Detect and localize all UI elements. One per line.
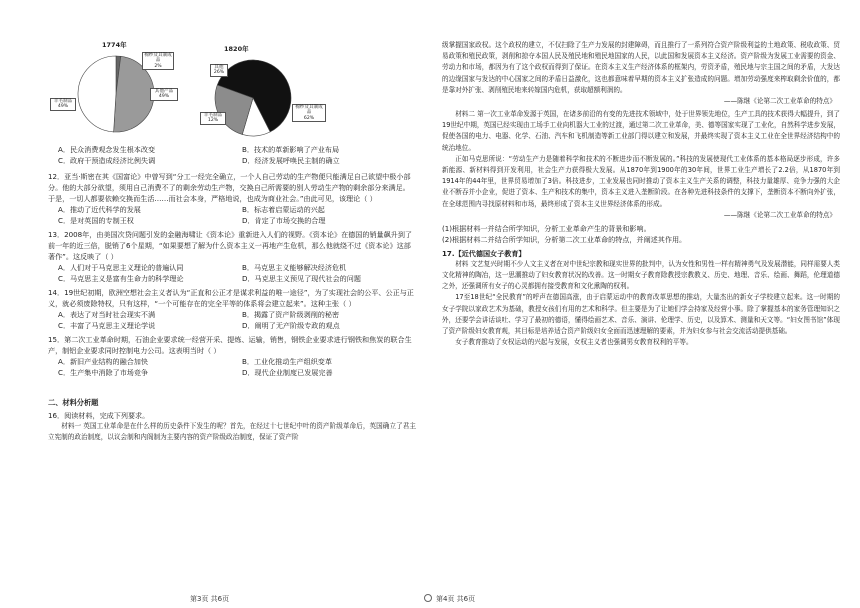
q17-material-3: 女子教育推动了女权运动的兴起与发展，女权主义者也强调男女教育权利的平等。	[455, 338, 693, 347]
q13-option-b: B．马克思主义能够解决经济危机	[242, 263, 347, 272]
q14-option-c: C．丰富了马克思主义理论学说	[58, 321, 156, 330]
q12-option-c: C．是对英国的专制王权	[58, 216, 134, 225]
q17-head: 17.【近代德国女子教育】	[442, 248, 526, 258]
q12-stem: 12．亚当·斯密在其《国富论》中曾写到“分工一经完全确立，一个人自己劳动的生产物便只能满足自己欲望中极小部分。他的大部分欲望，须用自己消费不了的剩余劳动生产物，交换自己所需要的别人劳动生产物的剩余部分来满足。于是，一切人都要依赖交换而生活……而社会本身，严格地说，也成为商业社会。”由此可见，该理论（ ）	[48, 172, 411, 203]
q16-material1-part1: 材料一 英国工业革命是在什么样的历史条件下发生的呢？首先，在经过十七世纪中叶的资产阶级革命后，英国确立了君主立宪制的政治制度，以议会制和内阁制为主要内容的资产阶级政治制度，保证了资产阶	[48, 422, 416, 442]
q13-option-c: C．马克思主义是富有生命力的科学理论	[58, 274, 184, 283]
label-1774-other: 其他产品 49%	[150, 88, 178, 101]
q14-option-b: B．揭露了资产阶级剥削的秘密	[242, 310, 340, 319]
q12-options-row2	[48, 215, 416, 226]
q12-options-row1	[48, 204, 416, 215]
q15-option-a: A．新旧产业结构的融合加快	[58, 357, 148, 366]
q14-stem: 14．19世纪初期，欧洲空想社会主义者认为“正直和公正才是谋求利益的唯一途径”，为了实现社会的公平、公正与正义，就必须废除特权，只有这样，“一个可能存在的完全平等的体系将会建立起来”。这种主张（ ）	[48, 288, 414, 308]
footer-page-right: 第4页 共6页	[436, 595, 476, 603]
q13-option-a: A．人们对于马克思主义理论的普遍认同	[58, 263, 184, 272]
q15-options-row2	[48, 367, 416, 378]
q15-option-d: D．现代企业制度已发展完善	[242, 368, 333, 377]
q15-options-row1	[48, 356, 416, 367]
q14-option-d: D．阐明了无产阶级专政的观点	[242, 321, 340, 330]
q15-stem: 15．第二次工业革命时期，石油企业要求统一经营开采、提炼、运输，销售，钢铁企业要求进行钢铁和焦炭的联合生产，制铝企业要求同时控制电力公司。这表明当时（ ）	[48, 335, 412, 355]
q16-material2-source: ——陈继《论第二次工业革命的特点》	[723, 210, 836, 219]
pie-chart-svg	[48, 28, 418, 144]
q11-options-row1	[48, 144, 416, 155]
label-1820-wool: 羊毛制品 12%	[200, 112, 226, 125]
q17-material-1: 材料 文艺复兴时期不少人文主义者在对中世纪宗教和现实世界的批判中，认为女性和男性一样有精神勇气及发展潜能，同样需要人类文化精神的陶冶，这一思潮推动了妇女教育状况的改善。这一时期女子教育除教授宗教教义、历史、地理、音乐、绘画、舞蹈，伦理道德之外，还强调所有女子的心灵都拥有接受教育和文化熏陶的权利。	[442, 259, 840, 291]
q16-material1-source: ——陈继《论第二次工业革命的特点》	[723, 97, 836, 106]
q13-stem: 13．2008年，由美国次贷问题引发的金融海啸让《资本论》重新进入人们的视野。《资本论》在德国的销量飙升到了前一年的近三倍，脱销了6个星期，“如果要想了解为什么资本主义一再地产生危机，那么他就绕不过《资本论》这部著作”。这反映了（ ）	[48, 230, 413, 261]
q14-option-a: A．表达了对当时社会现实不满	[58, 310, 156, 319]
q16-requirement-2: (2)根据材料二并结合所学知识，分析第二次工业革命的特点，并阐述其作用。	[442, 234, 687, 244]
q16-requirement-1: (1)根据材料一并结合所学知识，分析工业革命产生的背景和影响。	[442, 223, 651, 233]
q12-option-a: A．推动了近代科学的发展	[58, 205, 141, 214]
chart-title-1774: 1774年	[102, 41, 127, 49]
q13-options-row2	[48, 273, 416, 284]
chart-title-1820: 1820年	[224, 45, 249, 53]
pie-charts	[48, 28, 416, 144]
q11-option-a: A．民众消费观念发生根本改变	[58, 145, 156, 154]
section-heading-material: 二、材料分析题	[48, 398, 99, 407]
q16-material1-part2: 级掌握国家政权。这个政权的建立，不仅扫除了生产力发展的封建障碍，而且推行了一系列符合资产阶级利益的土地政策、税收政策、贸易政策和殖民政策，剥削和掠夺本国人民及殖民地和殖民地国家的人民，以此国和发展资本主义经济。资产阶级为发展工业需要的资金、劳动力和市场，都因为有了这个政权而得到了保证。在资本主义生产经济体系的框架内，劳资矛盾，殖民地与宗主国之间的矛盾，大发达的边缘国家与发达的中心国家之间的矛盾日益激化，这也都意味着早期的资本主义扩张造成的问题。增加劳动强度来榨取剩余价值的，都是靠对外扩张、剥削殖民地来转嫁国内危机，获取超额利润的。	[442, 41, 840, 94]
page-right	[430, 0, 860, 608]
q11-options-row2	[48, 155, 416, 166]
q12-option-b: B．标志着启蒙运动的兴起	[242, 205, 325, 214]
label-1774-cotton: 棉纱及其制成品 2%	[142, 52, 174, 70]
pie-slice-0-2	[78, 56, 116, 132]
q11-option-b: B．技术的革新影响了产业布局	[242, 145, 340, 154]
label-1820-other: 其他 26%	[210, 64, 228, 77]
q13-option-d: D．马克思主义预见了现代社会的问题	[242, 274, 361, 283]
q11-option-d: D．经济发展呼唤民主制的确立	[242, 156, 340, 165]
q16-material2-part1: 材料二 第一次工业革命发源于英国，在诸多前沿的有变的先进技术领域中，处于世界领先地位，生产工具的技术获得大幅提升，到了19世纪中期，英国已经实现由工场手工业向机器大工业的过渡，通过第二次工业革命，美、德等国家实现了工业化，自然科学进步发展，促使各国的电力、电器、化学、石油、汽车和飞机制造等新工业部门得以建立和发展，并最终实现了资本主义工业在全世界经济结构中的统治地位。	[442, 110, 840, 152]
q15-option-b: B．工业化推动生产组织变革	[242, 357, 332, 366]
q16-head: 16．阅读材料，完成下列要求。	[48, 411, 150, 420]
footer-page-left: 第3页 共6页	[190, 595, 230, 603]
q17-material-2: 17至18世纪“全民教育”的呼声在德国高涨，由于启蒙运动中的教育改革思想的推动，大量杰出的新女子学校建立起来。这一时期的女子学院以家政艺术为基础，教授女孩们有用的艺术和科学。但主要是为了让她们学会持家及经营小事。除了掌握基本的家务管理知识之外，还要学会讲话谈吐、学习了最初的德语，懂得绘画艺术、音乐、演讲、伦理学、历史，以及算术、测量和天文等。“妇女图书馆”体现了资产阶级妇女教育观，其目标是培养适合资产阶级妇女全面而迅速理解的要素，并为妇女参与社会交流活动提供基础。	[442, 293, 840, 336]
q14-options-row1	[48, 309, 416, 320]
q16-material2-part2: 正如马克思所说：“劳动生产力是随着科学和技术的不断进步而不断发展的。”科技的发展使现代工业体系的基本格局逐步形成，许多新能源、新材料得到开发利用，社会生产力获得极大发展。从1870年到1900年的30年间，世界工业生产增长了2.2倍，从1870年到1914年的44年里，世界贸易增加了3倍。科技进步，工业发展也同时推动了资本主义生产关系的调整，科技力量雄厚、竞争力强的大企业不断吞并小企业，促进了资本、生产和技术的集中，资本主义进入垄断阶段。在各种先进科技条件的支撑下，垄断资本不断向外扩张，在全球范围内寻找原材料和市场，最终形成了资本主义世界经济体系的形成。	[442, 154, 840, 208]
q14-options-row2	[48, 320, 416, 331]
q11-option-c: C．政府干预造成经济比例失调	[58, 156, 156, 165]
label-1820-cotton: 棉纱及其制成品 62%	[292, 104, 326, 122]
q15-option-c: C．生产集中消除了市场竞争	[58, 368, 149, 377]
label-1774-wool: 羊毛制品 49%	[50, 98, 76, 111]
q13-options-row1	[48, 262, 416, 273]
q12-option-d: D．肯定了市场交换的合理	[242, 216, 326, 225]
